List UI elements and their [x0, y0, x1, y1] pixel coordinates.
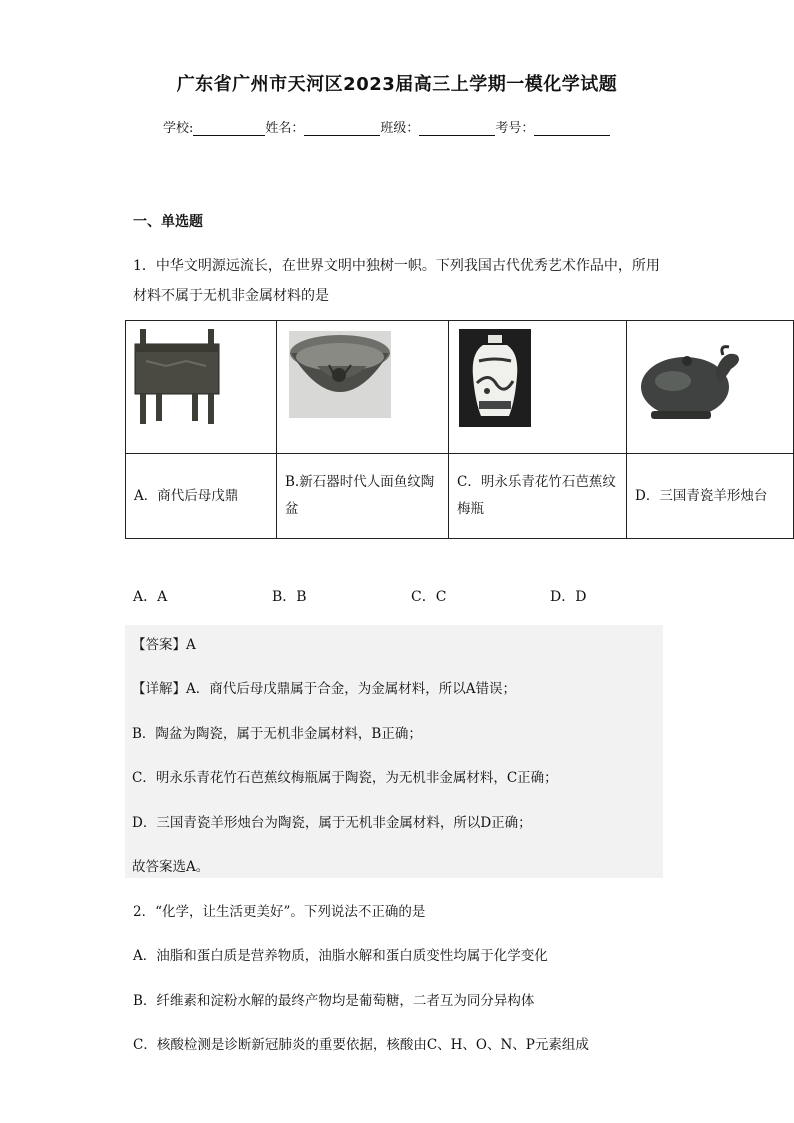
class-label: 班级：: [380, 121, 420, 136]
cell-b-image: [277, 321, 449, 454]
question-1-line-1: 1．中华文明源远流长，在世界文明中独树一帜。下列我国古代优秀艺术作品中，所用: [133, 258, 660, 274]
question-2-stem: 2．“化学，让生活更美好”。下列说法不正确的是: [133, 904, 426, 920]
detail-d-line: D．三国青瓷羊形烛台为陶瓷，属于无机非金属材料，所以D正确；: [132, 815, 532, 831]
plum-vase-icon: [449, 321, 626, 449]
artifact-table: [125, 320, 794, 539]
cell-b-label: B.新石器时代人面鱼纹陶盆: [277, 454, 449, 539]
school-label: 学校:: [163, 121, 194, 136]
page-title: 广东省广州市天河区2023届高三上学期一模化学试题: [176, 74, 618, 95]
answer-line: 【答案】A: [132, 637, 196, 653]
section-heading: 一、单选题: [133, 214, 203, 230]
question-2-option-a[interactable]: A．油脂和蛋白质是营养物质，油脂水解和蛋白质变性均属于化学变化: [133, 948, 548, 964]
class-blank: [419, 121, 495, 136]
answer-block: [125, 625, 663, 878]
cell-d-image: [627, 321, 794, 454]
detail-line: 【详解】A．商代后母戊鼎属于合金，为金属材料，所以A错误；: [132, 681, 516, 697]
student-info-line: [163, 117, 610, 136]
school-blank: [193, 121, 265, 136]
option-b[interactable]: B．B: [272, 589, 307, 605]
detail-c-line: C．明永乐青花竹石芭蕉纹梅瓶属于陶瓷，为无机非金属材料，C正确；: [132, 770, 558, 786]
conclusion-line: 故答案选A。: [132, 859, 210, 875]
option-a[interactable]: A．A: [133, 589, 168, 605]
name-blank: [304, 121, 380, 136]
cell-a-label: A．商代后母戊鼎: [126, 454, 277, 539]
question-2-option-b[interactable]: B．纤维素和淀粉水解的最终产物均是葡萄糖，二者互为同分异构体: [133, 993, 535, 1009]
exam-no-label: 考号：: [495, 121, 535, 136]
exam-no-blank: [534, 121, 610, 136]
cell-c-image: [449, 321, 627, 454]
question-1-options: [133, 586, 689, 606]
name-label: 姓名：: [265, 121, 305, 136]
question-1-line-2: 材料不属于无机非金属材料的是: [133, 288, 329, 304]
question-2-option-c[interactable]: C．核酸检测是诊断新冠肺炎的重要依据，核酸由C、H、O、N、P元素组成: [133, 1037, 589, 1053]
pottery-basin-icon: [277, 321, 448, 449]
bronze-ding-icon: [126, 321, 276, 449]
detail-b-line: B．陶盆为陶瓷，属于无机非金属材料，B正确；: [132, 726, 422, 742]
cell-a-image: [126, 321, 277, 454]
option-c[interactable]: C．C: [411, 589, 447, 605]
sheep-candlestick-icon: [627, 321, 793, 449]
cell-c-label: C．明永乐青花竹石芭蕉纹梅瓶: [449, 454, 627, 539]
option-d[interactable]: D．D: [550, 589, 587, 605]
question-1-stem: [133, 251, 673, 311]
cell-d-label: D．三国青瓷羊形烛台: [627, 454, 794, 539]
